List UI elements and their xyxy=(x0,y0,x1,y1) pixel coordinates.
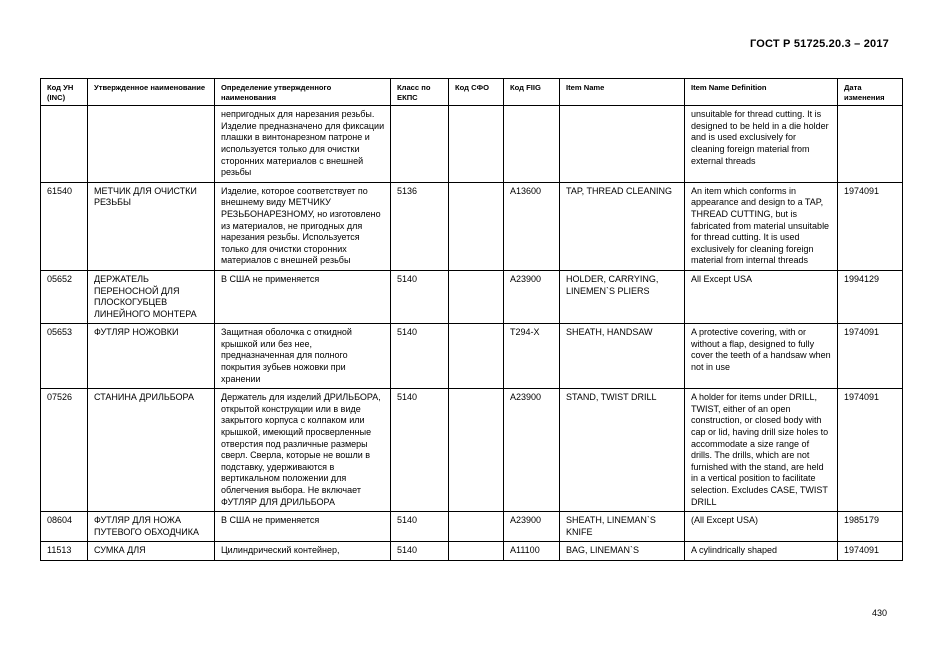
cell-inc: 05652 xyxy=(41,270,88,323)
cell-item-definition: A protective covering, with or without a flap, designed to fully cover the teeth of a handsaw when not in use xyxy=(685,324,838,389)
cell-item-definition: An item which conforms in appearance and design to a TAP, THREAD CUTTING, but is fabricated from material unsuitable for thread cutting. It is used exclusively for cleaning foreign material from internal threads xyxy=(685,182,838,270)
col-header-sfo: Код СФО xyxy=(449,79,504,106)
cell-date xyxy=(838,106,903,183)
cell-fiig: A13600 xyxy=(504,182,560,270)
cell-fiig xyxy=(504,106,560,183)
cell-definition: Цилиндрический контейнер, xyxy=(215,542,391,561)
cell-sfo xyxy=(449,106,504,183)
col-header-approved-name: Утвержденное наименование xyxy=(88,79,215,106)
cell-item-definition: (All Except USA) xyxy=(685,512,838,542)
cell-definition: Держатель для изделий ДРИЛЬБОРА, открытой конструкции или в виде закрытого корпуса с колпаком или крышкой, имеющий просверленные отверстия под различные размеры сверл. Сверла, которые не вошли в подставку, удерживаются в вертикальном положении для облегчения выбора. Не включает ФУТЛЯР ДЛЯ ДРИЛЬБОРА xyxy=(215,389,391,512)
table-row xyxy=(41,324,903,389)
cell-class: 5140 xyxy=(391,542,449,561)
cell-inc: 08604 xyxy=(41,512,88,542)
cell-definition: В США не применяется xyxy=(215,270,391,323)
cell-item-name: SHEATH, LINEMAN`S KNIFE xyxy=(560,512,685,542)
cell-item-definition: All Except USA xyxy=(685,270,838,323)
col-header-definition: Определение утвержденного наименования xyxy=(215,79,391,106)
col-header-class: Класс по ЕКПС xyxy=(391,79,449,106)
cell-date: 1974091 xyxy=(838,389,903,512)
cell-sfo xyxy=(449,389,504,512)
cell-item-name xyxy=(560,106,685,183)
cell-definition: В США не применяется xyxy=(215,512,391,542)
cell-fiig: A11100 xyxy=(504,542,560,561)
cell-sfo xyxy=(449,182,504,270)
cell-fiig: A23900 xyxy=(504,512,560,542)
cell-sfo xyxy=(449,512,504,542)
cell-class: 5136 xyxy=(391,182,449,270)
header-row xyxy=(41,79,903,106)
cell-item-name: STAND, TWIST DRILL xyxy=(560,389,685,512)
cell-approved-name: МЕТЧИК ДЛЯ ОЧИСТКИ РЕЗЬБЫ xyxy=(88,182,215,270)
cell-class xyxy=(391,106,449,183)
cell-date: 1974091 xyxy=(838,182,903,270)
cell-fiig: A23900 xyxy=(504,270,560,323)
cell-date: 1974091 xyxy=(838,324,903,389)
document-standard-header: ГОСТ Р 51725.20.3 – 2017 xyxy=(749,38,889,50)
cell-item-name: BAG, LINEMAN`S xyxy=(560,542,685,561)
cell-class: 5140 xyxy=(391,512,449,542)
page-number: 430 xyxy=(871,608,887,618)
table-row xyxy=(41,270,903,323)
table-row xyxy=(41,512,903,542)
cell-item-name: SHEATH, HANDSAW xyxy=(560,324,685,389)
col-header-date: Дата изменения xyxy=(838,79,903,106)
cell-fiig: A23900 xyxy=(504,389,560,512)
cell-date: 1994129 xyxy=(838,270,903,323)
table-row xyxy=(41,542,903,561)
cell-class: 5140 xyxy=(391,389,449,512)
table-row xyxy=(41,106,903,183)
cell-definition: Изделие, которое соответствует по внешнему виду МЕТЧИКУ РЕЗЬБОНАРЕЗНОМУ, но изготовлено из материалов, не пригодных для нарезания резьбы. Используется только для очистки сторонних материалов с внешней резьбы xyxy=(215,182,391,270)
cell-item-definition: A holder for items under DRILL, TWIST, either of an open construction, or closed body with cap or lid, having drill size holes to accommodate a size range of drills. The drills, which are not furnished with the stand, are held in a vertical position to facilitate selection. Excludes CASE, TWIST DRILL xyxy=(685,389,838,512)
cell-sfo xyxy=(449,270,504,323)
col-header-fiig: Код FIIG xyxy=(504,79,560,106)
cell-sfo xyxy=(449,324,504,389)
cell-item-definition: unsuitable for thread cutting. It is designed to be held in a die holder and is used exclusively for cleaning foreign material from external threads xyxy=(685,106,838,183)
classification-table xyxy=(40,78,903,561)
cell-definition: Защитная оболочка с откидной крышкой или без нее, предназначенная для полного покрытия зубьев ножовки при хранении xyxy=(215,324,391,389)
cell-approved-name: ФУТЛЯР ДЛЯ НОЖА ПУТЕВОГО ОБХОДЧИКА xyxy=(88,512,215,542)
col-header-inc: Код УН (INC) xyxy=(41,79,88,106)
cell-date: 1974091 xyxy=(838,542,903,561)
table-row xyxy=(41,389,903,512)
cell-inc: 05653 xyxy=(41,324,88,389)
cell-class: 5140 xyxy=(391,324,449,389)
cell-inc xyxy=(41,106,88,183)
table-row xyxy=(41,182,903,270)
cell-fiig: T294-X xyxy=(504,324,560,389)
cell-approved-name: СУМКА ДЛЯ xyxy=(88,542,215,561)
cell-approved-name xyxy=(88,106,215,183)
cell-inc: 11513 xyxy=(41,542,88,561)
cell-inc: 61540 xyxy=(41,182,88,270)
cell-class: 5140 xyxy=(391,270,449,323)
cell-definition: непригодных для нарезания резьбы. Изделие предназначено для фиксации плашки в винтонарезном патроне и используется только для очистки сторонних материалов с внешней резьбы xyxy=(215,106,391,183)
col-header-item-definition: Item Name Definition xyxy=(685,79,838,106)
cell-approved-name: СТАНИНА ДРИЛЬБОРА xyxy=(88,389,215,512)
table-header xyxy=(41,79,903,106)
cell-approved-name: ФУТЛЯР НОЖОВКИ xyxy=(88,324,215,389)
cell-date: 1985179 xyxy=(838,512,903,542)
cell-item-name: HOLDER, CARRYING, LINEMEN`S PLIERS xyxy=(560,270,685,323)
cell-item-name: TAP, THREAD CLEANING xyxy=(560,182,685,270)
cell-approved-name: ДЕРЖАТЕЛЬ ПЕРЕНОСНОЙ ДЛЯ ПЛОСКОГУБЦЕВ ЛИНЕЙНОГО МОНТЕРА xyxy=(88,270,215,323)
table-body xyxy=(41,106,903,561)
col-header-item-name: Item Name xyxy=(560,79,685,106)
cell-sfo xyxy=(449,542,504,561)
cell-inc: 07526 xyxy=(41,389,88,512)
cell-item-definition: A cylindrically shaped xyxy=(685,542,838,561)
